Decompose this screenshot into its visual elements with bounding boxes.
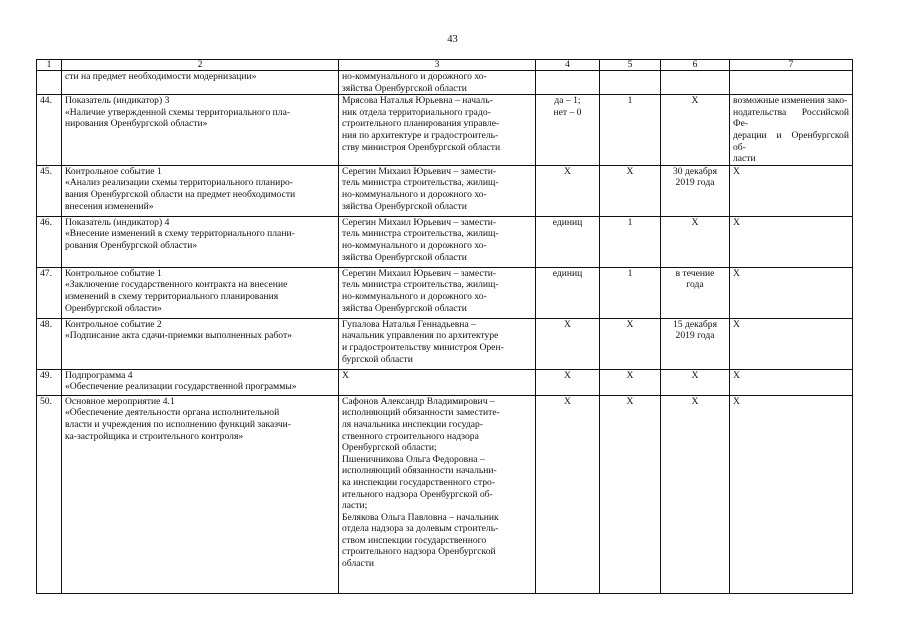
unit-of-measure: X xyxy=(564,165,571,177)
responsible-person: Серегин Михаил Юрьевич – замести- тель министра строительства, жилищ- но-коммунального и дорожного хо- зяйства Оренбургской области xyxy=(342,216,499,263)
responsible-person: X xyxy=(342,369,349,381)
table-row xyxy=(37,369,853,395)
target-value: 1 xyxy=(627,216,633,228)
risk-notes: X xyxy=(733,395,740,407)
unit-of-measure: да – 1; нет – 0 xyxy=(553,95,582,118)
responsible-person: Серегин Михаил Юрьевич – замести- тель министра строительства, жилищ- но-коммунального и дорожного хо- зяйства Оренбургской области xyxy=(342,165,499,212)
deadline: X xyxy=(691,395,699,407)
responsible-person: но-коммунального и дорожного хо- зяйства Оренбургской области xyxy=(342,71,487,94)
deadline: 30 декабря 2019 года xyxy=(673,165,717,189)
risk-notes: X xyxy=(733,216,740,228)
responsible-person: Гупалова Наталья Геннадьевна – начальник управления по архитектуре и градостроительству министроя Орен- бургской области xyxy=(342,318,504,365)
risk-notes: X xyxy=(733,318,740,330)
table-row xyxy=(37,267,853,318)
table-row xyxy=(37,318,853,369)
row-number xyxy=(37,71,62,95)
deadline: X xyxy=(691,216,699,228)
event-description: Показатель (индикатор) 4 «Внесение изменений в схему территориального плани- рования Оренбургской области» xyxy=(65,216,295,251)
column-number: 7 xyxy=(730,60,853,71)
unit-of-measure: единиц xyxy=(552,216,583,228)
program-table xyxy=(36,59,853,594)
risk-notes: возможные изменения зако- нодательства Российской Фе- дерации и Оренбургской об- ласти xyxy=(733,95,849,165)
risk-notes: X xyxy=(733,369,740,381)
row-number: 47. xyxy=(37,267,62,318)
risk-notes: X xyxy=(733,267,740,279)
responsible-person: Сафонов Александр Владимирович – исполняющий обязанности заместите- ля начальника инспекции государ- ственного строительного надзора Оренбургской области; Пшеничникова Ольга Федоровна – исполняющий обязанности начальни- ка инспекции государственного стро- ительного надзора Оренбургской об- ласти; Белякова Ольга Павловна – начальник отдела надзора за долевым строитель- ством инспекции государственного строительного надзора Оренбургской области xyxy=(342,395,500,570)
responsible-person: Мрясова Наталья Юрьевна – началь- ник отдела территориального градо- строительного планирования управле- ния по архитектуре и градостроитель- ству министроя Оренбургской области xyxy=(342,95,501,153)
row-number: 48. xyxy=(37,318,62,369)
target-value: X xyxy=(626,318,634,330)
column-number: 2 xyxy=(62,60,339,71)
risk-notes: X xyxy=(733,165,740,177)
unit-of-measure: X xyxy=(564,369,571,381)
page-number: 43 xyxy=(447,34,458,45)
column-number: 6 xyxy=(661,60,730,71)
event-description: Показатель (индикатор) 3 «Наличие утвержденной схемы территориального пла- нирования Оренбургской области» xyxy=(65,95,291,130)
column-number: 5 xyxy=(600,60,661,71)
table-row xyxy=(37,165,853,216)
event-description: Подпрограмма 4 «Обеспечение реализации государственной программы» xyxy=(65,369,297,393)
row-number: 46. xyxy=(37,216,62,267)
event-description: Основное мероприятие 4.1 «Обеспечение деятельности органа исполнительной власти и учреждения по исполнению функций заказчи- ка-застройщика и строительного контроля» xyxy=(65,395,291,442)
event-description: Контрольное событие 1 «Заключение государственного контракта на внесение изменений в схему территориального планирования Оренбургской области» xyxy=(65,267,288,314)
deadline: X xyxy=(691,369,699,381)
responsible-person: Серегин Михаил Юрьевич – замести- тель министра строительства, жилищ- но-коммунального и дорожного хо- зяйства Оренбургской области xyxy=(342,267,499,314)
deadline: в течение года xyxy=(675,267,715,291)
target-value: X xyxy=(626,369,634,381)
unit-of-measure: единиц xyxy=(552,267,583,279)
column-number: 4 xyxy=(536,60,600,71)
event-description: Контрольное событие 2 «Подписание акта сдачи-приемки выполненных работ» xyxy=(65,318,292,342)
row-number: 49. xyxy=(37,369,62,395)
unit-of-measure: X xyxy=(564,318,571,330)
column-number-row xyxy=(37,60,853,71)
unit-of-measure: X xyxy=(564,395,571,407)
target-value: X xyxy=(626,165,634,177)
table-row xyxy=(37,71,853,95)
target-value: 1 xyxy=(627,95,633,107)
table-row xyxy=(37,95,853,166)
column-number: 3 xyxy=(339,60,536,71)
event-description: сти на предмет необходимости модернизации» xyxy=(65,71,257,82)
event-description: Контрольное событие 1 «Анализ реализации схемы территориального планиро- вания Оренбургской области на предмет необходимости внесения изменений» xyxy=(65,165,296,212)
target-value: 1 xyxy=(627,267,633,279)
target-value: X xyxy=(626,395,634,407)
deadline: X xyxy=(691,95,699,107)
row-number: 44. xyxy=(37,95,62,166)
deadline: 15 декабря 2019 года xyxy=(673,318,717,342)
row-number: 45. xyxy=(37,165,62,216)
table-row xyxy=(37,216,853,267)
column-number: 1 xyxy=(37,60,62,71)
row-number: 50. xyxy=(37,395,62,593)
table-row xyxy=(37,395,853,593)
